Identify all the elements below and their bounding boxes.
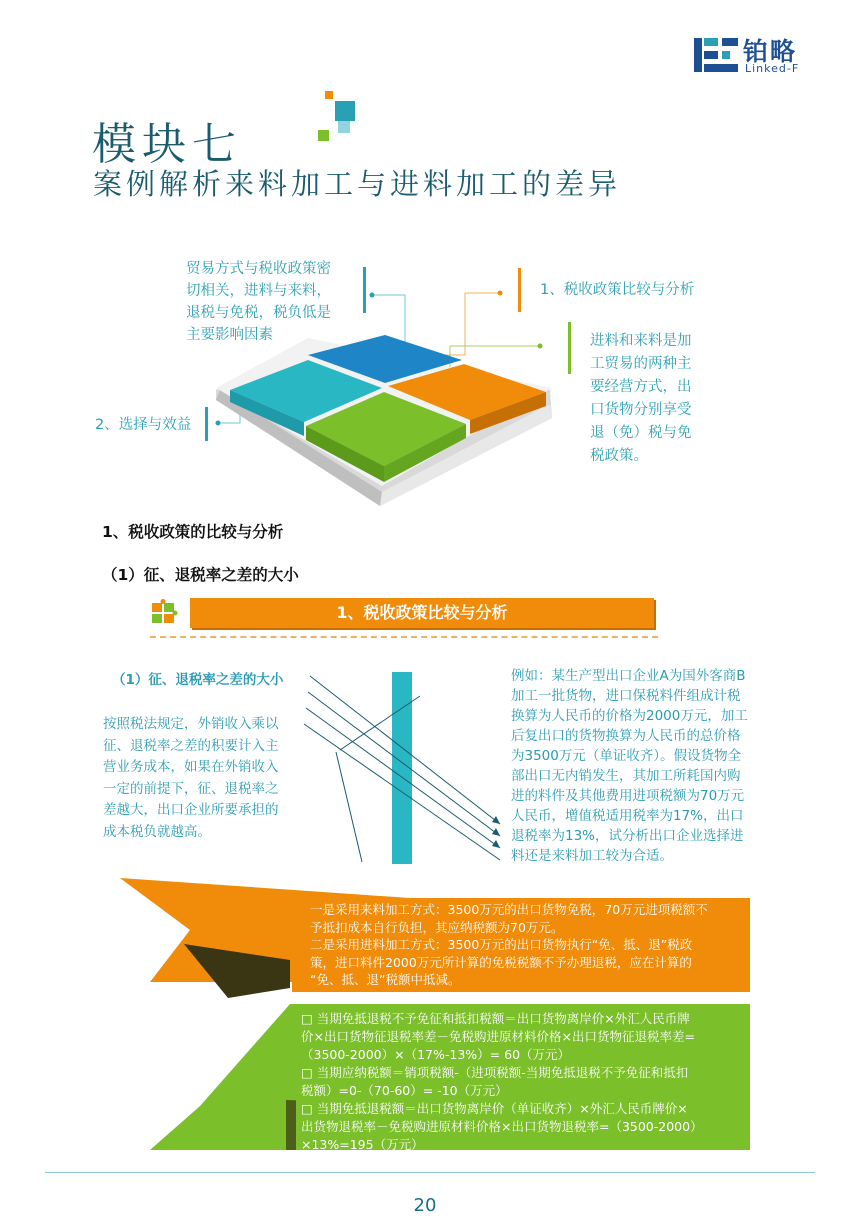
diagram-top-left-text: 贸易方式与税收政策密 切相关，进料与来料， 退税与免税，税负低是 主要影响因素 xyxy=(186,261,331,343)
banner-puzzle-icon xyxy=(152,599,178,625)
section-heading-2: （1）征、退税率之差的大小 xyxy=(102,566,299,584)
page-number: 20 xyxy=(413,1195,437,1216)
banner-title: 1、税收政策比较与分析 xyxy=(190,598,654,628)
logo-chinese-text: 铂略 xyxy=(743,37,798,66)
diagram-teal-bar xyxy=(363,267,366,313)
decor-square-orange xyxy=(325,91,333,99)
left-column-body: 按照税法规定，外销收入乘以 征、退税率之差的积要计入主 营业务成本，如果在外销收入 一定的前提下，征、退税率之 差越大，出口企业所要承担的 成本税负就越高。 xyxy=(103,716,279,840)
middle-lines-graphic xyxy=(300,664,515,874)
diagram-right-text: 进料和来料是加 工贸易的两种主 要经营方式，出 口货物分别享受 退（免）税与免 税政策。 xyxy=(590,333,692,464)
diagram-top-right-label: 1、税收政策比较与分析 xyxy=(540,282,695,298)
logo-mark-icon xyxy=(694,38,738,72)
section-heading-1: 1、税收政策的比较与分析 xyxy=(102,523,284,541)
decor-square-teal xyxy=(335,101,355,121)
footer-divider xyxy=(45,1172,815,1173)
module-subtitle: 案例解析来料加工与进料加工的差异 xyxy=(93,167,622,201)
logo-english-text: Linked-F xyxy=(745,62,800,75)
banner-dashed-line xyxy=(150,636,658,638)
diagram-left-label: 2、选择与效益 xyxy=(95,417,192,433)
left-column-subtitle: （1）征、退税率之差的大小 xyxy=(112,672,284,688)
diagram-green-bar xyxy=(568,322,571,374)
diagram-orange-bar xyxy=(518,268,521,312)
diagram-left-bar xyxy=(205,407,208,441)
green-box-text: □ 当期免抵退税不予免征和抵扣税额＝出口货物离岸价×外汇人民币牌 价×出口货物征退税率差－免税购进原材料价格×出口货物征退税率差= （3500-2000）×（17%-13%）= 60（万元） □ 当期应纳税额＝销项税额-（进项税额-当期免抵退税不予免征和抵扣 税额）=0-（70-60）= -10（万元） □ 当期免抵退税额＝出口货物离岸价（单证收齐）×外汇人民币牌价× 出货物退税率－免税购进原材料价格×出口货物退税率=（3500-2000） ×13%=195（万元） xyxy=(301,1011,703,1152)
decor-square-green xyxy=(318,130,329,141)
decor-square-light xyxy=(338,121,350,133)
orange-box-text: 一是采用来料加工方式：3500万元的出口货物免税，70万元进项税额不 予抵扣成本自行负担，其应纳税额为70万元。 二是采用进料加工方式：3500万元的出口货物执行“免、抵、退”税政 策，进口料件2000万元所计算的免税税额不予办理退税，应在计算的 “免、抵、退”税额中抵减。 xyxy=(310,902,708,987)
module-title: 模块七 xyxy=(92,119,242,170)
right-column-body: 例如：某生产型出口企业A为国外客商B 加工一批货物，进口保税料件组成计税 换算为人民币的价格为2000万元，加工 后复出口的货物换算为人民币的总价格 为3500万元（单证收齐）。假设货物全 部出口无内销发生，其加工所耗国内购 进的料件及其他费用进项税额为70万元 人民币，增值税适用税率为17%，出口 退税率为13%，试分析出口企业选择进 料还是来料加工较为合适。 xyxy=(511,668,748,864)
